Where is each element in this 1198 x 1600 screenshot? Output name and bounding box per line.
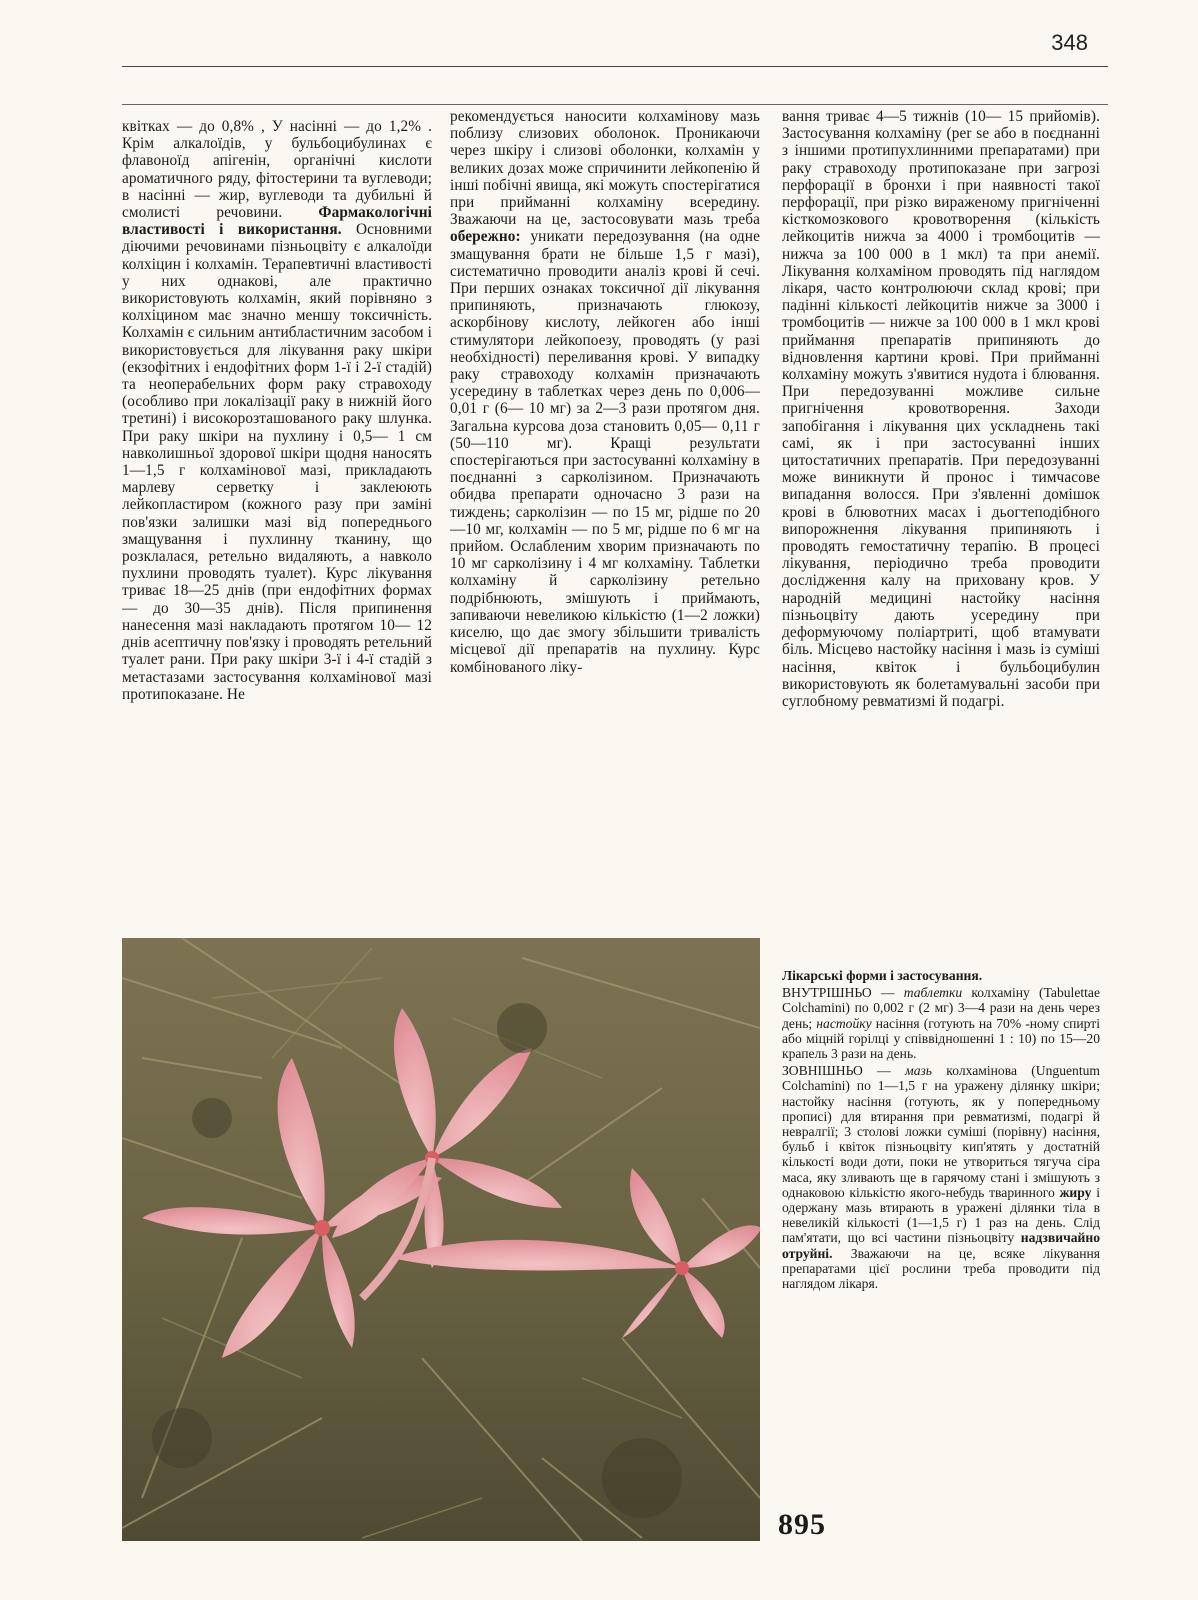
paragraph-contraindications: вання триває 4—5 тижнів (10— 15 прийомів). Застосування колхаміну (per se або в поєднанні з іншими протипухлинними препаратами) при раку стравоходу протипоказане при загрозі перфорації в бронхи і при наявності такої перфорації, при різко вираженому пригніченні кісткомозкового кровотворення (кількість лейкоцитів нижча за 4000 і тромбоцитів — нижча за 100 000 в 1 мкл) та при анемії. Лікування колхаміном проводять під наглядом лікаря, часто контролюючи склад крові; при падінні кількості лейкоцитів нижче за 3000 і тромбоцитів — нижче за 100 000 в 1 мкл крові приймання препаратів припиняють до відновлення картини крові. При прийманні колхаміну можуть з'явитися нудота і блювання. При передозуванні можливе сильне пригнічення кровотворення. Заходи запобігання і лікування цих ускладнень такі самі, як і при застосуванні інших цитостатичних препаратів. При передозуванні може виникнути й пронос і тимчасове випадання волосся. При з'явленні домішок крові в блювотних масах і дьогтеподібного випорожнення лікування припиняють і проводять гемостатичну терапію. В процесі лікування, періодично треба проводити дослідження калу на приховану кров. У народній медицині настойку насіння пізньоцвіту дають усередину при деформуючому поліартриті, щоб втамувати біль. Місцево настойку насіння і мазь із суміші насіння, квіток і бульбоцибулин використовують як болетамувальні засоби при суглобному ревматизмі й подагрі. <box>782 108 1100 710</box>
section-heading-forms: Лікарські форми і застосування. <box>782 968 983 983</box>
external-ointment-term: мазь <box>905 1063 932 1079</box>
external-rub-text: і одержану мазь втирають в уражені ділянки тіла в невеликій кількості (1—1,5 г) 1 раз на день. Слід пам'ятати, що всі частини пізньоцвіту <box>782 1184 1100 1246</box>
external-label: ЗОВНІШНЬО — <box>782 1063 891 1079</box>
caution-word: обережно: <box>450 228 521 246</box>
internal-label: ВНУТРІШНЬО — <box>782 985 895 1001</box>
external-fat-term: жиру <box>1059 1184 1092 1200</box>
text-column-2 <box>450 108 760 898</box>
text-column-3 <box>782 108 1100 968</box>
internal-tincture-term: настойку <box>816 1015 872 1031</box>
internal-tincture-text: насіння (готують на 70% -ному спирті або міцній горілці у співвідношенні 1 : 10) по 15—20 крапель 3 рази на день. <box>782 1015 1100 1062</box>
external-final-text: Зважаючи на це, всяке лікування препаратами цієї рослини треба проводити під наглядом лікаря. <box>782 1245 1100 1292</box>
internal-tablets-term: таблетки <box>903 985 963 1001</box>
paragraph-pharmacology: Основними діючими речовинами пізньоцвіту є алкалоїди колхіцин і колхамін. Терапевтичні властивості у них однакові, але практично використовують колхамін, який порівняно з колхіцином має значно меншу токсичність. Колхамін є сильним антибластичним засобом і використовується для лікування раку шкіри (екзофітних і ендофітних форм 1-ї і 2-ї стадій) та неоперабельних форм раку стравоходу (особливо при локалізації раку в нижній його третині) і високорозташованого раку шлунка. При раку шкіри на пухлину і 0,5— 1 см навколишньої здорової шкіри щодня наносять 1—1,5 г колхамінової мазі, прикладають марлеву серветку і заклеюють лейкопластиром (кожного разу при заміні пов'язки залишки мазі від попереднього змащування і пухлинну тканину, що розклалася, ретельно видаляють, а навколо пухлини проводять туалет). Курс лікування триває 18—25 днів (при ендофітних формах — до 30—35 днів). Після припинення нанесення мазі накладають протягом 10— 12 днів асептичну пов'язку і проводять ретельний туалет рани. При раку шкіри 3-ї і 4-ї стадій з метастазами застосування колхамінової мазі протипоказане. Не <box>122 221 432 703</box>
header-rule <box>122 104 1108 105</box>
text-column-1 <box>122 118 432 893</box>
colchicum-flower-photo <box>122 938 760 1541</box>
section-heading-pharmacology: Фармакологічні властивості і використання. <box>122 204 432 239</box>
figure-number: 895 <box>778 1508 826 1541</box>
paragraph-dosage: уникати передозування (на одне змащування брати не більше 1,5 г мазі), систематично проводити аналіз крові й сечі. При перших ознаках токсичної дії лікування припиняють, призначають глюкозу, аскорбінову кислоту, лейкоген або інші стимулятори лейкопоезу, проводять (у разі необхідності) переливання крові. У випадку раку стравоходу колхамін призначають усередину в таблетках через день по 0,006—0,01 г (6— 10 мг) за 2—3 рази протягом дня. Загальна курсова доза становить 0,05— 0,11 г (50—110 мг). Кращі результати спостерігаються при застосуванні колхаміну в поєднанні з сарколізином. Призначають обидва препарати одночасно 3 рази на тиждень; сарколізин — по 15 мг, рідше по 20—10 мг, колхамін — по 5 мг, рідше по 6 мг на прийом. Ослабленим хворим призначають по 10 мг сарколізину і 4 мг колхаміну. Таблетки колхаміну й сарколізину ретельно подрібнюють, змішують і приймають, запиваючи невеликою кількістю (1—2 ложки) киселю, що дає змогу збільшити тривалість місцевої дії препаратів на пухлину. Курс комбінованого ліку- <box>450 228 760 676</box>
poison-warning: надзвичайно отруйні. <box>782 1230 1100 1261</box>
medicinal-forms-section <box>782 968 1100 1398</box>
paragraph-ointment: рекомендується наносити колхамінову мазь поблизу слизових оболонок. Проникаючи через шкіру і слизові оболонки, колхамін у великих дозах може спричинити лейкопенію й інші побічні явища, які можуть спостерігатися при прийманні колхаміну всередину. Зважаючи на це, застосовувати мазь треба <box>450 108 760 229</box>
paragraph-composition: квітках — до 0,8% , У насінні — до 1,2% . Крім алкалоїдів, у бульбоцибулинах є флавоноїд апігенін, органічні кислоти ароматичного ряду, фітостерини та вуглеводи; в насінні — жир, вуглеводи та дубильні й смолисті речовини. <box>122 118 432 222</box>
internal-tablets-text: колхаміну (Tabulettae Colchamini) по 0,002 г (2 мг) 3—4 рази на день через день; <box>782 985 1100 1031</box>
page-number: 348 <box>1051 30 1088 55</box>
external-ointment-text: колхамінова (Unguentum Colchamini) по 1—1,5 г на уражену ділянку шкіри; настойку насіння (готують, як у попередньому прописі) для втирання при ревматизмі, подагрі й невралгії; 3 столові ложки суміші (порівну) насіння, бульб і квіток пізньоцвіту кип'ятять у достатній кількості води доти, поки не утвориться тягуча сіра маса, яку зливають ще в гарячому стані і змішують з однаковою кількістю якого-небудь тваринного <box>782 1063 1100 1200</box>
top-rule <box>122 66 1108 67</box>
